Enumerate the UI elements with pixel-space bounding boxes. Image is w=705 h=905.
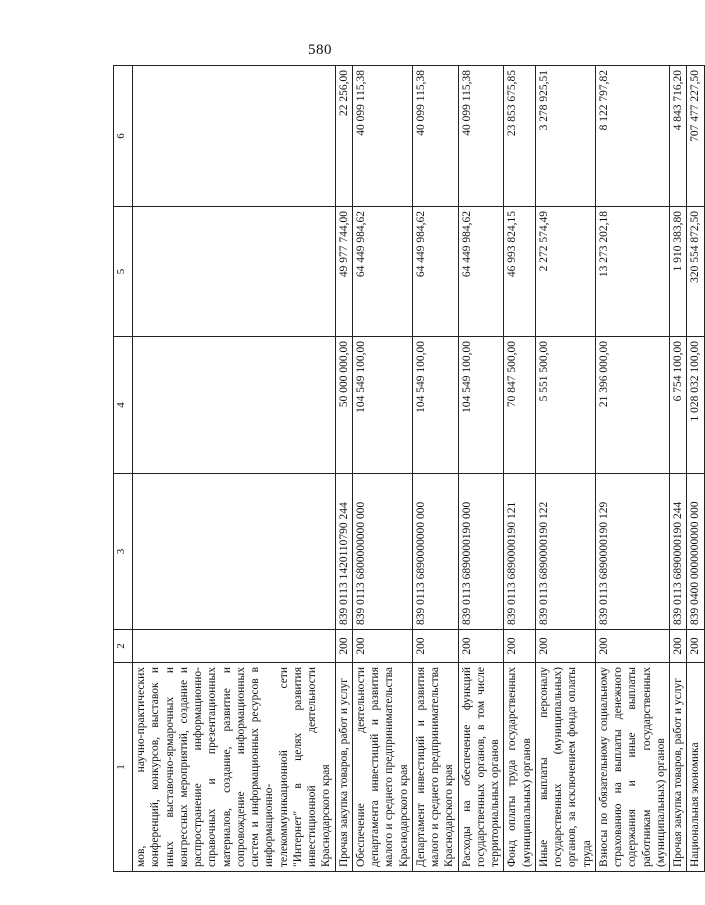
header-col-1: 1 [114,663,133,872]
row-col6: 40 099 115,38 [458,66,504,207]
row-col5: 13 273 202,18 [595,207,669,337]
row-col2: 200 [687,630,704,663]
row-col6: 707 477 227,50 [687,66,704,207]
row-col4: 5 551 500,00 [535,337,595,474]
row-col2: 200 [412,630,458,663]
table-row [595,66,669,872]
table-row [352,66,412,872]
row-code: 839 0400 0000000000 000 [687,474,704,630]
table-header-row [114,66,133,872]
row-col2: 200 [670,630,687,663]
row-name: Расходы на обеспечение функций государственных органов, в том числе территориальных органов [458,663,504,872]
row-col5: 64 449 984,62 [352,207,412,337]
row-col4: 50 000 000,00 [335,337,352,474]
header-col-6: 6 [114,66,133,207]
table-row [504,66,536,872]
row-col5: 49 977 744,00 [335,207,352,337]
row-col6 [133,66,336,207]
row-col5: 320 554 872,50 [687,207,704,337]
row-col4: 1 028 032 100,00 [687,337,704,474]
row-name: Прочая закупка товаров, работ и услуг [335,663,352,872]
row-name: Прочая закупка товаров, работ и услуг [670,663,687,872]
header-col-5: 5 [114,207,133,337]
header-col-2: 2 [114,630,133,663]
row-col4 [133,337,336,474]
budget-table [113,65,705,872]
row-code: 839 0113 6890000190 122 [535,474,595,630]
row-code: 839 0113 6800000000 000 [352,474,412,630]
row-col5: 1 910 383,80 [670,207,687,337]
rotated-table-container [113,70,702,872]
row-code: 839 0113 1420110790 244 [335,474,352,630]
row-col6: 40 099 115,38 [412,66,458,207]
row-name: Иные выплаты персоналу государственных (муниципальных) органов, за исключением фонда оплаты труда [535,663,595,872]
row-col6: 22 256,00 [335,66,352,207]
row-name: Обеспечение деятельности департамента инвестиций и развития малого и среднего предпринимательства Краснодарского края [352,663,412,872]
table-row [335,66,352,872]
row-code [133,474,336,630]
row-col6: 4 843 716,20 [670,66,687,207]
table-row [670,66,687,872]
row-col4: 21 396 000,00 [595,337,669,474]
row-col4: 6 754 100,00 [670,337,687,474]
table-row [133,66,336,872]
row-col5: 64 449 984,62 [412,207,458,337]
row-col4: 104 549 100,00 [458,337,504,474]
row-col4: 70 847 500,00 [504,337,536,474]
row-col2: 200 [458,630,504,663]
row-col2: 200 [504,630,536,663]
row-col5 [133,207,336,337]
row-col5: 64 449 984,62 [458,207,504,337]
row-col6: 23 853 675,85 [504,66,536,207]
row-code: 839 0113 6890000000 000 [412,474,458,630]
table-row [687,66,704,872]
row-col6: 3 278 925,51 [535,66,595,207]
row-col6: 8 122 797,82 [595,66,669,207]
row-code: 839 0113 6890000190 244 [670,474,687,630]
row-code: 839 0113 6890000190 000 [458,474,504,630]
row-col2 [133,630,336,663]
table-row [458,66,504,872]
row-col2: 200 [595,630,669,663]
row-name: Взносы по обязательному социальному страхованию на выплаты денежного содержания и иные выплаты работникам государственных (муниципальных) органов [595,663,669,872]
row-col2: 200 [352,630,412,663]
row-name: мов, научно-практических конференций, конкурсов, выставок и иных выставочно-ярмарочных и конгрессных мероприятий, создание и распространение информационно-справочных и презентационных материалов, создание, развитие и сопровождение информационных систем и информационных ресурсов в информационно-телекоммуникационной сети "Интернет" в целях развития инвестиционной деятельности Краснодарского края [133,663,336,872]
row-col2: 200 [335,630,352,663]
row-col4: 104 549 100,00 [412,337,458,474]
table-row [535,66,595,872]
row-code: 839 0113 6890000190 121 [504,474,536,630]
row-col2: 200 [535,630,595,663]
row-name: Национальная экономика [687,663,704,872]
row-col6: 40 099 115,38 [352,66,412,207]
table-row [412,66,458,872]
header-col-4: 4 [114,337,133,474]
row-name: Департамент инвестиций и развития малого и среднего предпринимательства Краснодарского края [412,663,458,872]
row-name: Фонд оплаты труда государственных (муниципальных) органов [504,663,536,872]
header-col-3: 3 [114,474,133,630]
page-number: 580 [308,42,332,58]
row-code: 839 0113 6890000190 129 [595,474,669,630]
row-col5: 2 272 574,49 [535,207,595,337]
row-col5: 46 993 824,15 [504,207,536,337]
row-col4: 104 549 100,00 [352,337,412,474]
